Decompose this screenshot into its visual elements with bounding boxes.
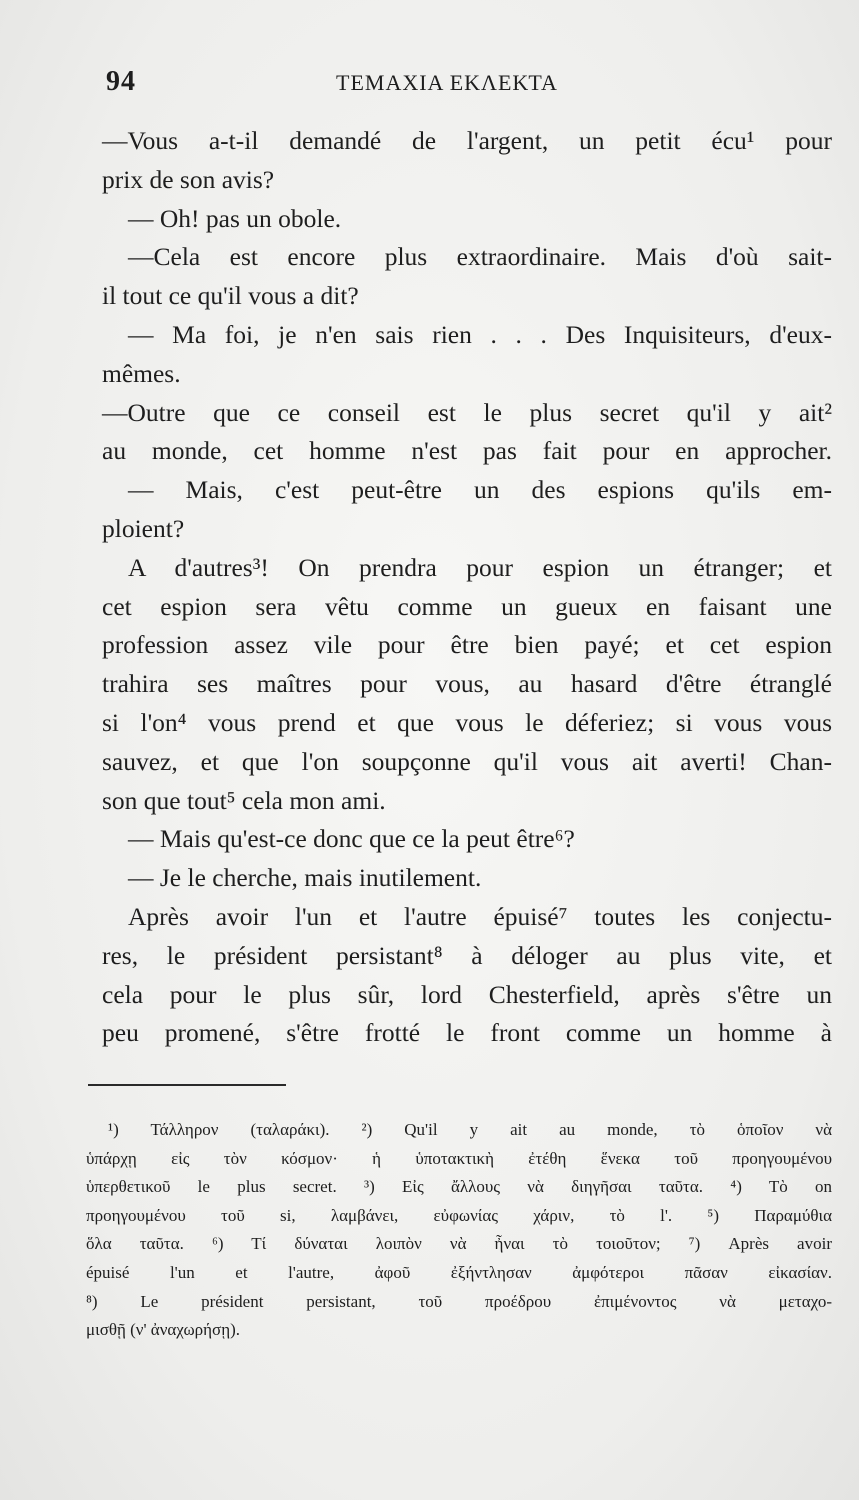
body-text <box>102 122 832 1053</box>
page-number: 94 <box>106 66 136 97</box>
body-line: —Outre que ce conseil est le plus secret qu'il y ait² <box>102 397 832 427</box>
body-line: — Oh! pas un obole. <box>128 203 342 233</box>
footnote-line: ¹) Τάλληρον (ταλαράκι). ²) Qu'il y ait au monde, τὸ ὁποῖον νὰ <box>108 1120 832 1139</box>
footnote-line: ⁸) Le président persistant, τοῦ προέδρου ἐπιμένοντος νὰ μεταχο- <box>86 1291 832 1311</box>
body-line: au monde, cet homme n'est pas fait pour en approcher. <box>102 436 832 466</box>
body-line: peu promené, s'être frotté le front comme un homme à <box>102 1018 832 1048</box>
footnote-line: ὅλα ταῦτα. ⁶) Τί δύναται λοιπὸν νὰ ἦναι τὸ τοιοῦτον; ⁷) Après avoir <box>86 1234 832 1254</box>
body-line: mêmes. <box>102 358 181 388</box>
body-line: — Mais qu'est-ce donc que ce la peut être⁶? <box>128 824 575 854</box>
body-line: — Je le cherche, mais inutilement. <box>128 863 482 893</box>
body-line: —Vous a-t-il demandé de l'argent, un petit écu¹ pour <box>102 126 832 155</box>
body-line: cet espion sera vêtu comme un gueux en faisant une <box>102 591 832 621</box>
footnote-rule <box>88 1084 286 1086</box>
footnote-line: ὑπερθετικοῦ le plus secret. ³) Εἰς ἄλλους νὰ διηγῆσαι ταῦτα. ⁴) Τὸ on <box>86 1177 832 1197</box>
running-head: ΤΕΜΑΧΙΑ ΕΚΛΕΚΤΑ <box>336 70 558 95</box>
body-line: — Ma foi, je n'en sais rien . . . Des Inquisiteurs, d'eux- <box>128 319 832 349</box>
body-line: — Mais, c'est peut-être un des espions qu'ils em- <box>128 475 832 505</box>
body-line: cela pour le plus sûr, lord Chesterfield, après s'être un <box>102 979 832 1009</box>
body-line: profession assez vile pour être bien payé; et cet espion <box>102 630 832 660</box>
body-line: si l'on⁴ vous prend et que vous le déferiez; si vous vous <box>102 707 832 737</box>
body-line: trahira ses maîtres pour vous, au hasard d'être étranglé <box>102 669 832 699</box>
body-line: prix de son avis? <box>102 164 275 194</box>
body-line: il tout ce qu'il vous a dit? <box>102 281 359 311</box>
body-line: ploient? <box>102 513 185 543</box>
footnote-line: ὑπάρχῃ εἰς τὸν κόσμον· ἡ ὑποτακτικὴ ἐτέθη ἕνεκα τοῦ προηγουμένου <box>86 1148 832 1168</box>
body-line: son que tout⁵ cela mon ami. <box>102 785 386 815</box>
body-line: res, le président persistant⁸ à déloger au plus vite, et <box>102 940 832 970</box>
body-line: sauvez, et que l'on soupçonne qu'il vous ait averti! Chan- <box>102 746 832 776</box>
page-header <box>106 66 816 106</box>
footnote-line: προηγουμένου τοῦ si, λαμβάνει, εὐφωνίας χάριν, τὸ l'. ⁵) Παραμύθια <box>86 1205 832 1225</box>
footnote-line: μισθῇ (ν' ἀναχωρήσῃ). <box>86 1320 240 1340</box>
footnote-line: épuisé l'un et l'autre, ἀφοῦ ἐξήντλησαν ἀμφότεροι πᾶσαν εἰκασίαν. <box>86 1262 832 1282</box>
body-line: —Cela est encore plus extraordinaire. Mais d'où sait- <box>128 242 832 272</box>
body-line: A d'autres³! On prendra pour espion un étranger; et <box>128 552 832 582</box>
body-line: Après avoir l'un et l'autre épuisé⁷ toutes les conjectu- <box>128 901 832 931</box>
footnotes <box>86 1116 832 1345</box>
